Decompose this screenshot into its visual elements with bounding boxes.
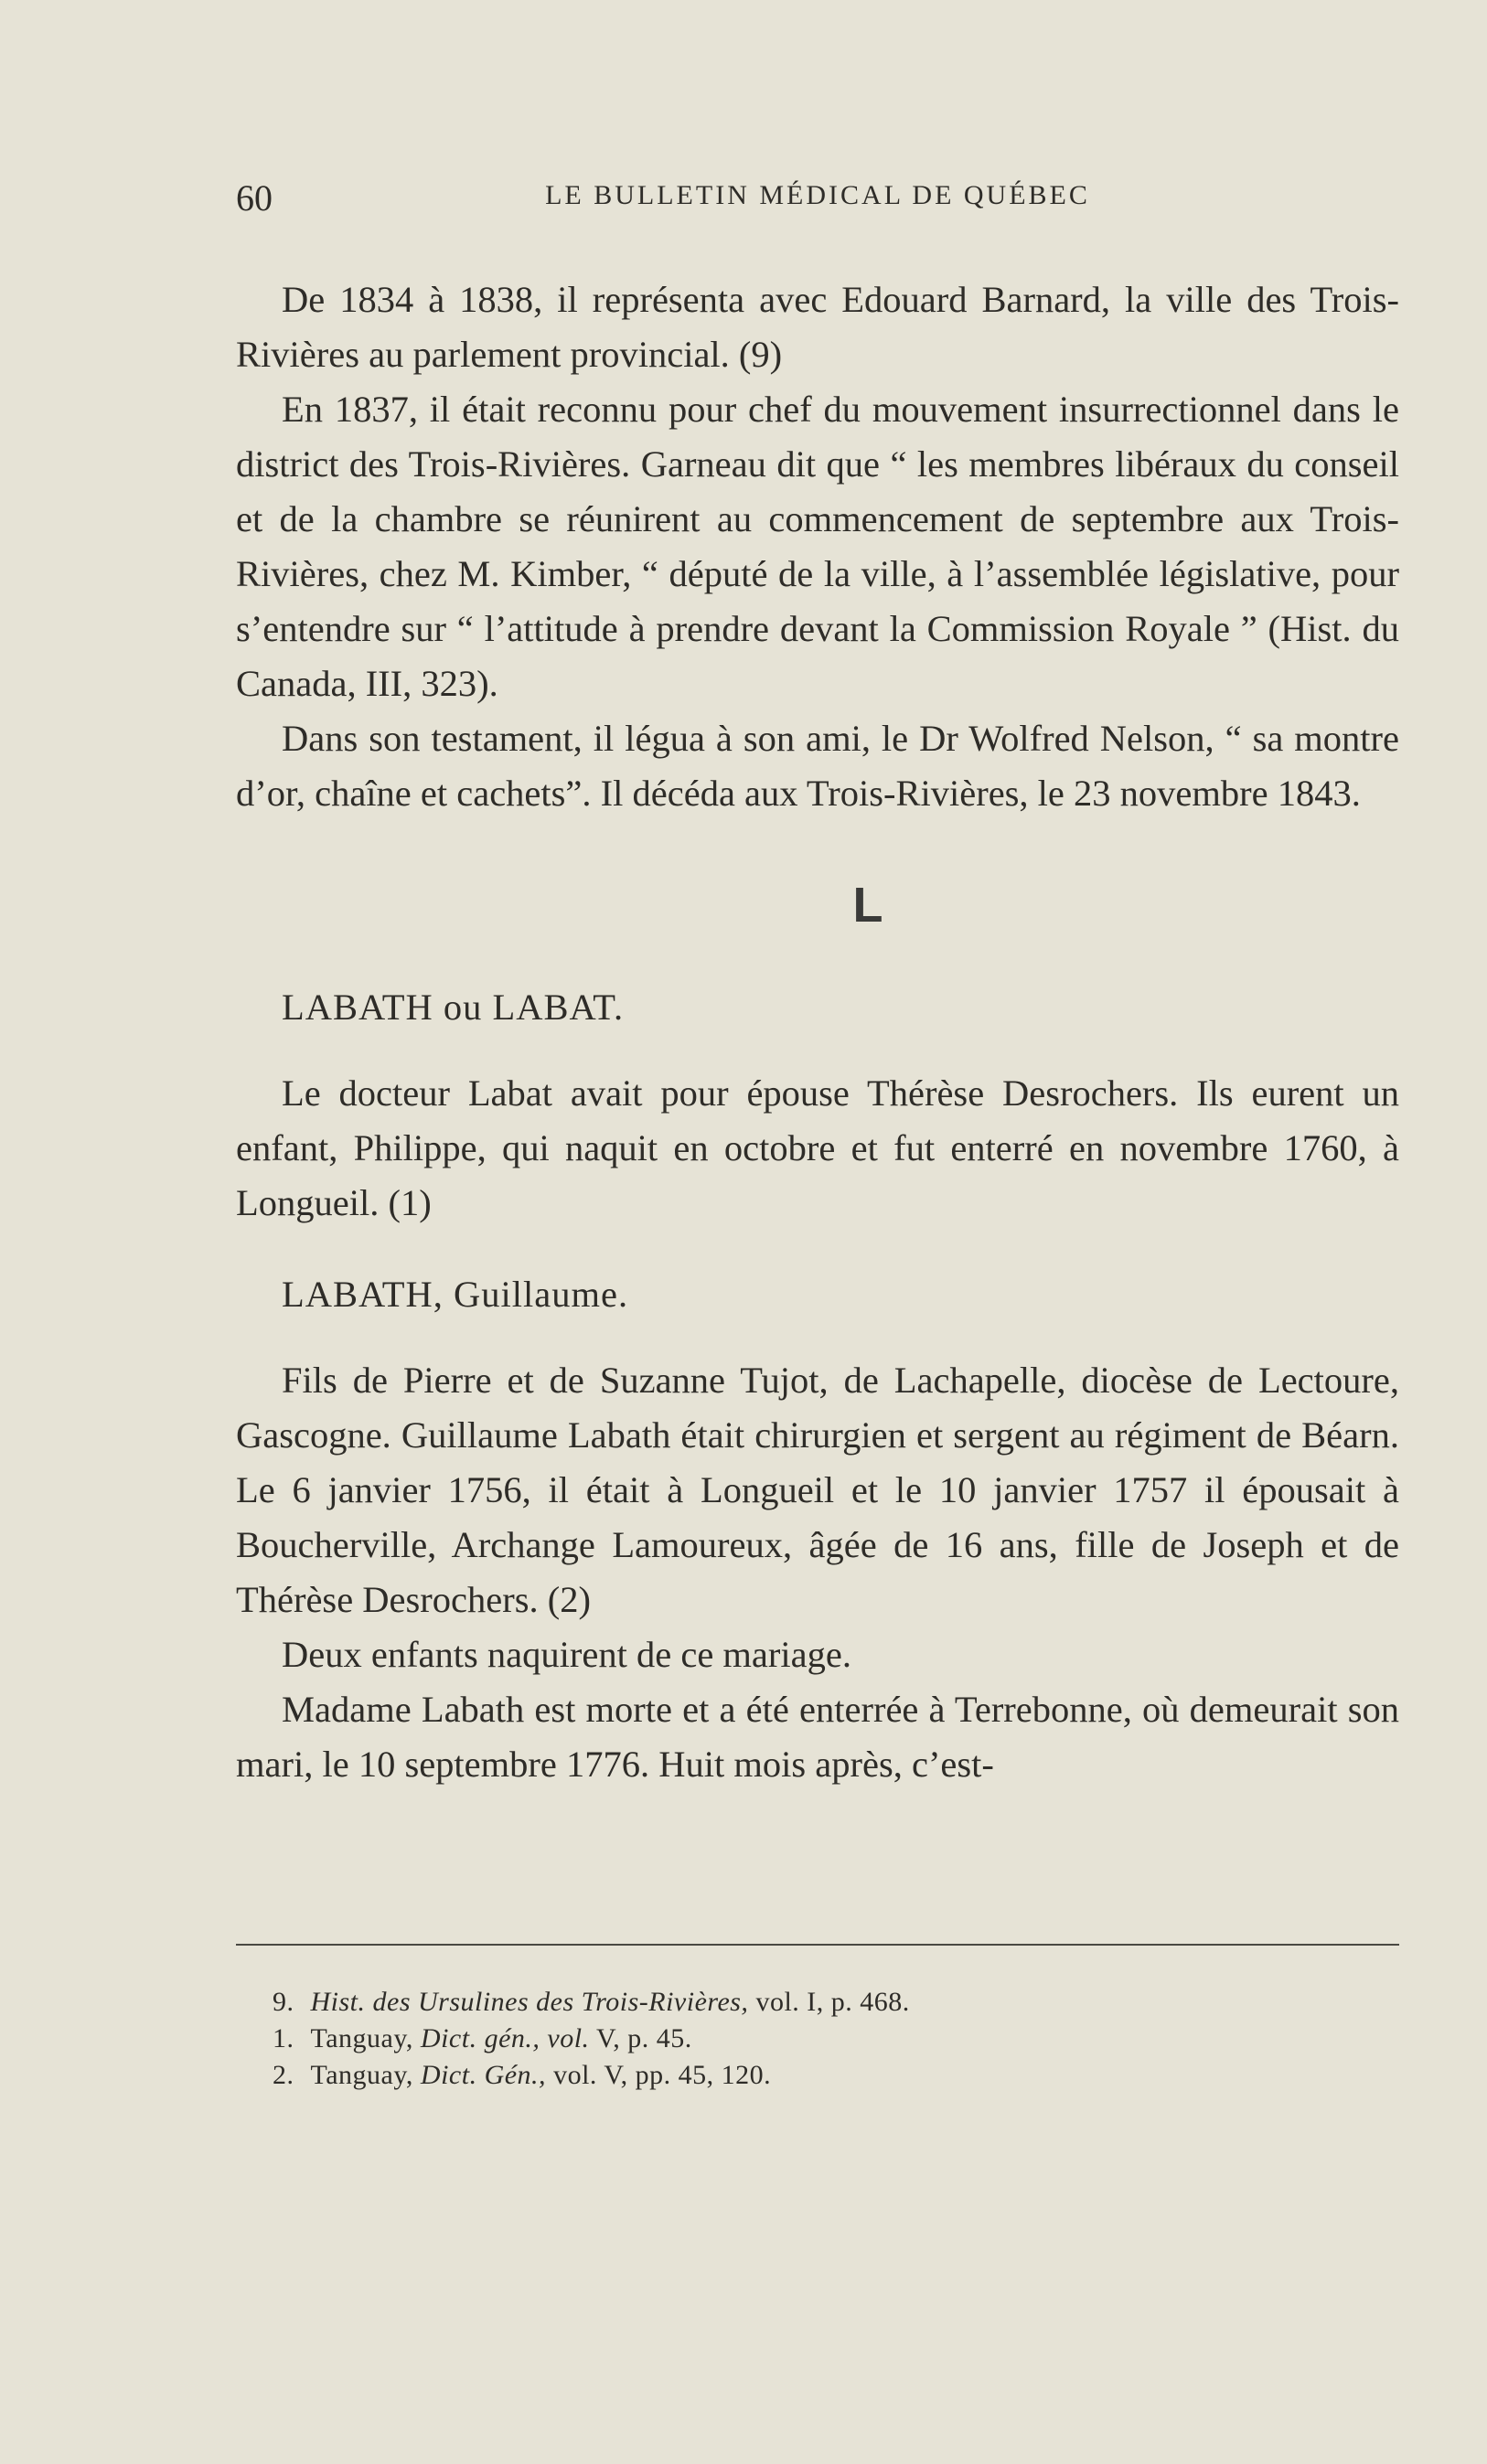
footnote-rule	[236, 1944, 1399, 1946]
footnote-reference: Hist. des Ursulines des Trois-Rivières,	[310, 1987, 749, 2017]
body-text	[236, 272, 1399, 1792]
footnote-number: 9.	[273, 1987, 294, 2017]
paragraph: Fils de Pierre et de Suzanne Tujot, de Lachapelle, diocèse de Lectoure, Gascogne. Guillaume Labath était chirurgien et sergent au régiment de Béarn. Le 6 janvier 1756, il était à Longueil et le 10 janvier 1757 il épousait à Boucherville, Archange Lamoureux, âgée de 16 ans, fille de Joseph et de Thérèse Desrochers. (2)	[236, 1360, 1399, 1620]
footnote-number: 2.	[273, 2060, 294, 2090]
entry-heading: LABATH, Guillaume.	[282, 1274, 629, 1315]
footnote-author: Tanguay,	[310, 2060, 421, 2090]
footnote-reference: Dict. Gén.,	[420, 2060, 547, 2090]
paragraph: En 1837, il était reconnu pour chef du mouvement insurrectionnel dans le district des Trois-Rivières. Garneau dit que “ les membres libéraux du conseil et de la chambre se réunirent au commencement de septembre aux Trois-Rivières, chez M. Kimber, “ député de la ville, à l’assemblée législative, pour s’entendre sur “ l’attitude à prendre devant la Commission Royale ” (Hist. du Canada, III, 323).	[236, 389, 1399, 704]
spacer	[236, 1231, 1399, 1267]
footnote	[273, 2057, 1370, 2094]
footnote-text: vol. I, p. 468.	[748, 1987, 910, 2017]
entry-heading: LABATH ou LABAT.	[282, 987, 625, 1028]
footnote-number: 1.	[273, 2023, 294, 2053]
running-head: LE BULLETIN MÉDICAL DE QUÉBEC	[545, 180, 1090, 210]
page-header	[236, 176, 1399, 224]
paragraph: Madame Labath est morte et a été enterrée à Terrebonne, où demeurait son mari, le 10 septembre 1776. Huit mois après, c’est-	[236, 1689, 1399, 1785]
paragraph: Le docteur Labat avait pour épouse Thérèse Desrochers. Ils eurent un enfant, Philippe, qui naquit en octobre et fut enterré en novembre 1760, à Longueil. (1)	[236, 1072, 1399, 1223]
footnote	[273, 1984, 1370, 2021]
section-letter: L	[852, 878, 883, 933]
paragraph: Deux enfants naquirent de ce mariage.	[282, 1634, 851, 1675]
footnote-reference: Dict. gén., vol.	[420, 2023, 590, 2053]
page-number: 60	[236, 177, 273, 219]
paragraph: Dans son testament, il légua à son ami, le Dr Wolfred Nelson, “ sa montre d’or, chaîne et cachets”. Il décéda aux Trois-Rivières, le 23 novembre 1843.	[236, 718, 1399, 814]
footnote	[273, 2021, 1370, 2057]
footnotes	[273, 1984, 1370, 2094]
footnote-author: Tanguay,	[310, 2023, 421, 2053]
paragraph: De 1834 à 1838, il représenta avec Edouard Barnard, la ville des Trois-Rivières au parlement provincial. (9)	[236, 279, 1399, 375]
footnote-text: vol. V, pp. 45, 120.	[546, 2060, 772, 2090]
footnote-text: V, p. 45.	[589, 2023, 692, 2053]
